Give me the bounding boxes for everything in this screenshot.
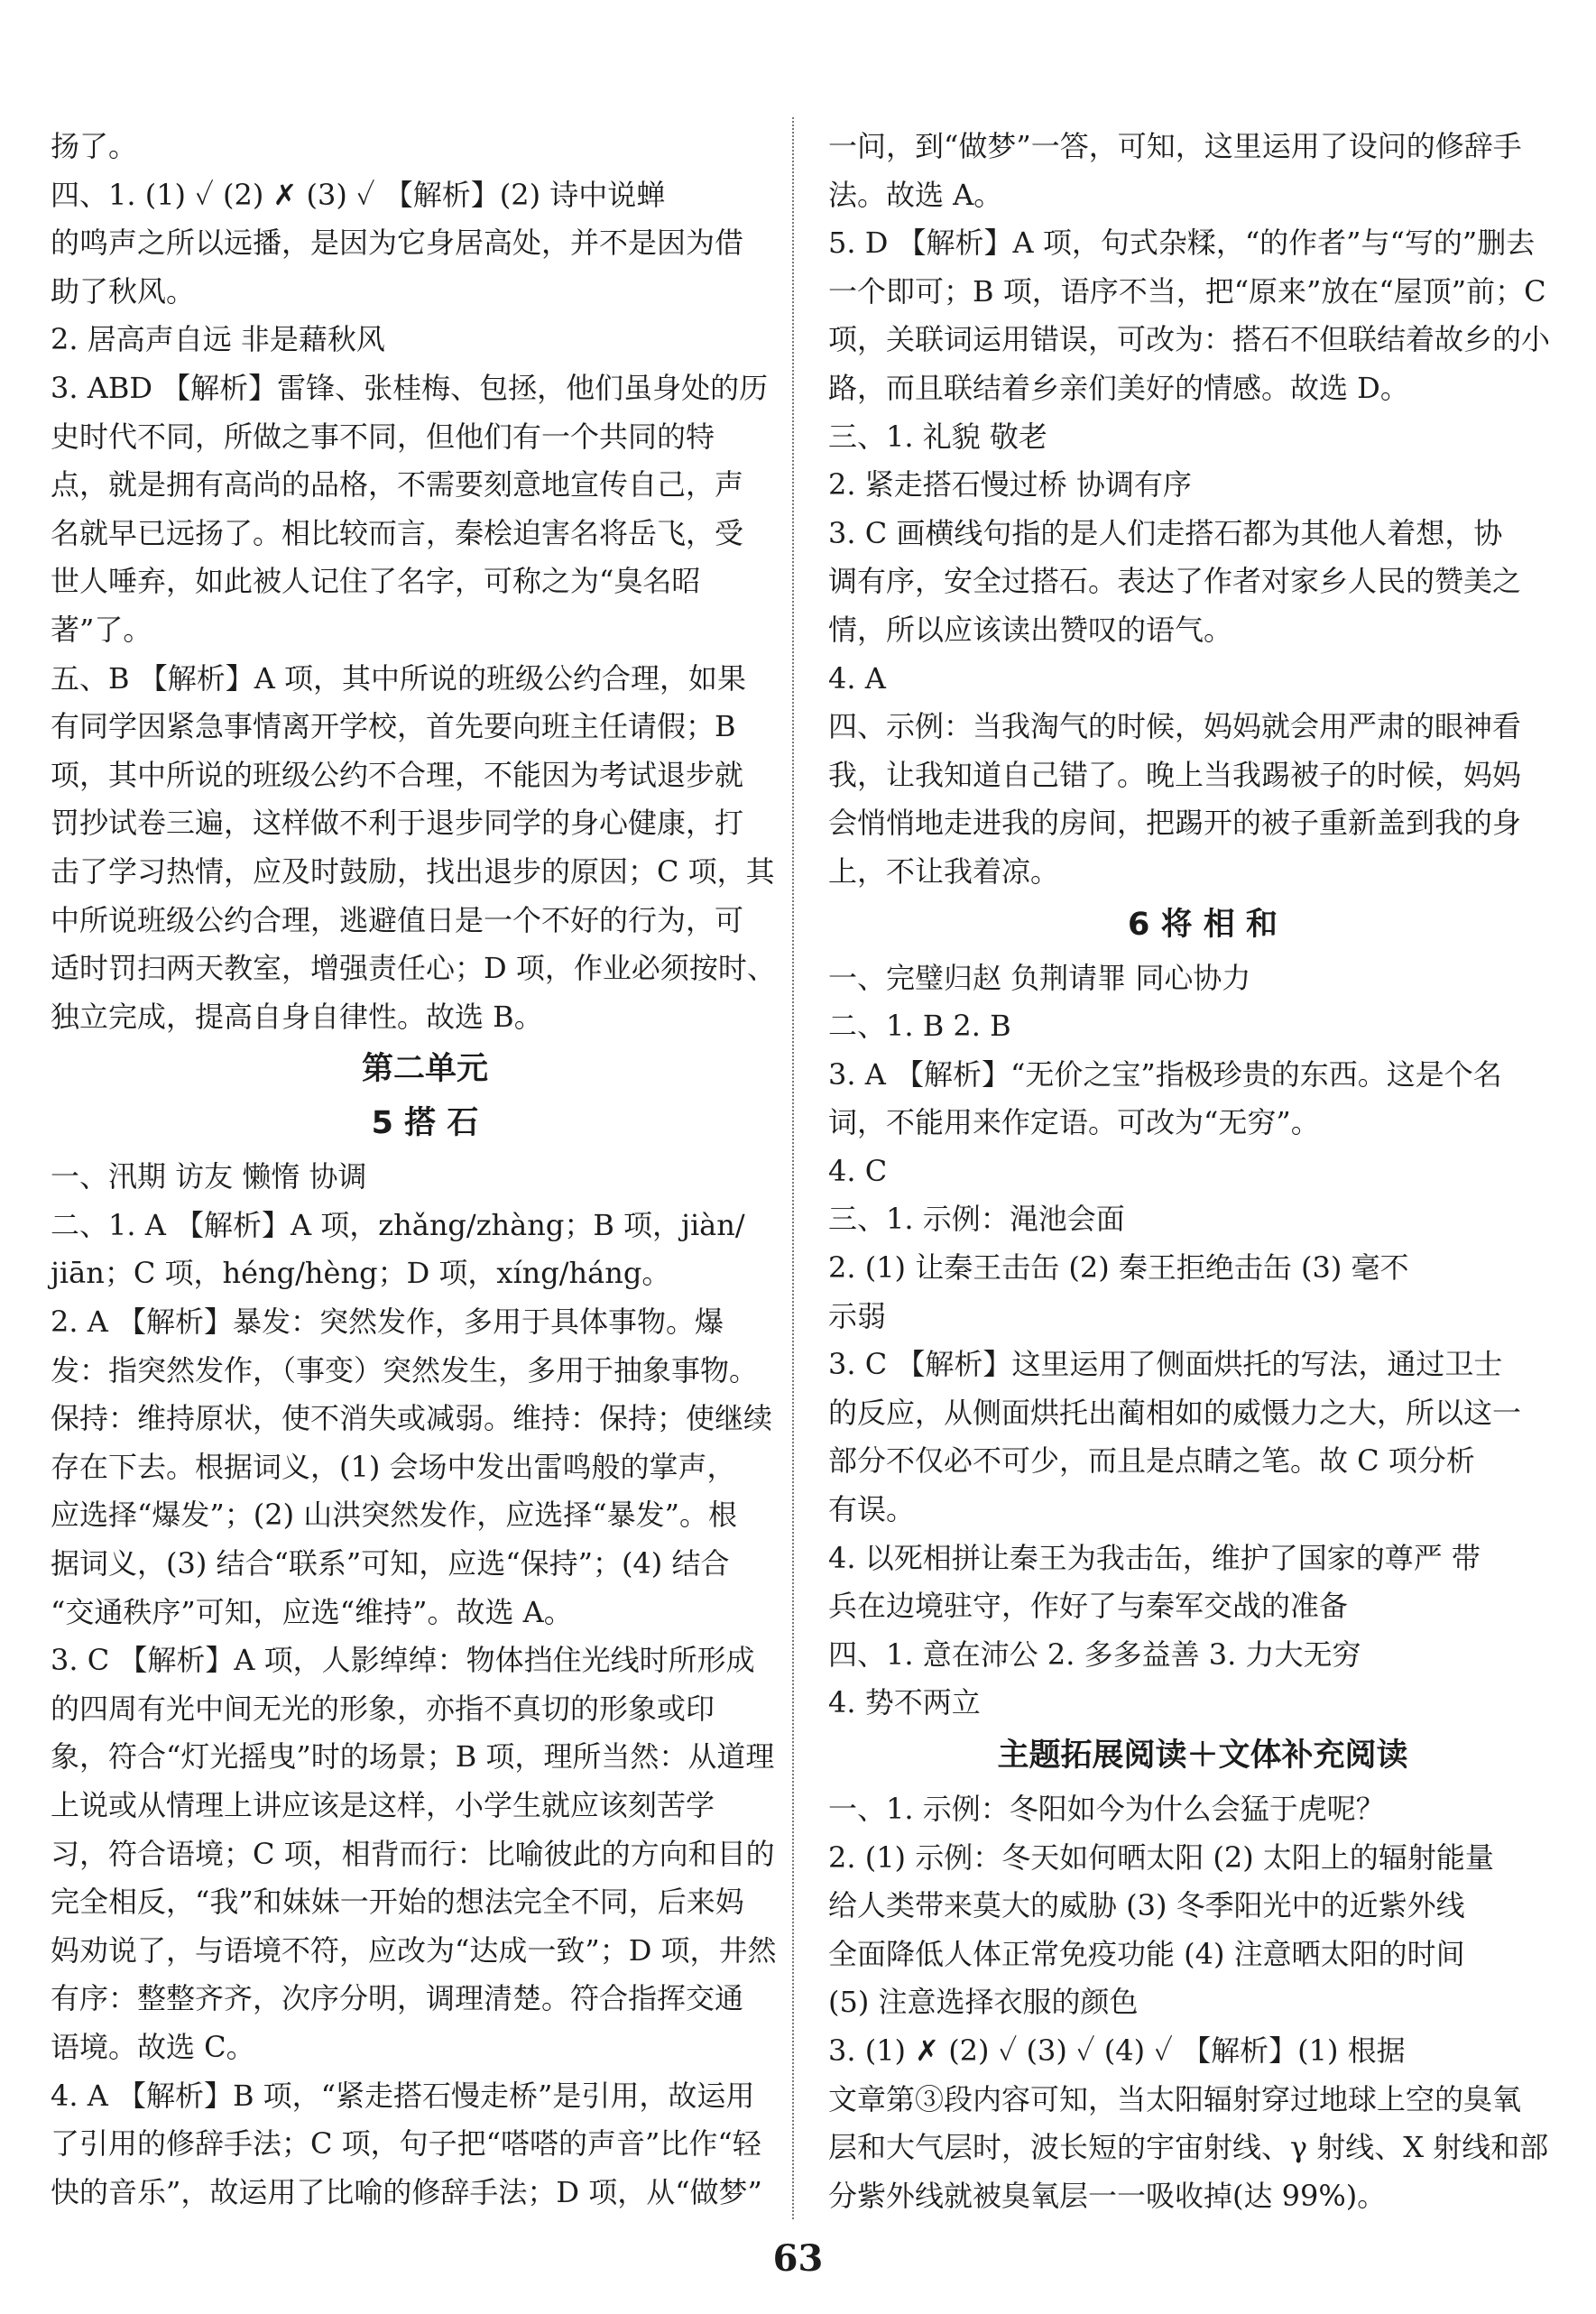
text-line: 四、1. (1) ✓ (2) ✗ (3) ✓ 【解析】(2) 诗中说蝉 [51,177,666,212]
text-line: 2. (1) 让秦王击缶 (2) 秦王拒绝击缶 (3) 毫不 [828,1250,1409,1286]
text-line: 兵在边境驻守，作好了与秦军交战的准备 [828,1589,1349,1624]
text-line: 中所说班级公约合理，逃避值日是一个不好的行为，可 [51,902,744,937]
left-column [51,123,799,2217]
text-line: 名就早已远扬了。相比较而言，秦桧迫害名将岳飞，受 [51,515,744,550]
text-line: 五、B 【解析】A 项，其中所说的班级公约合理，如果 [51,660,746,696]
text-line: 习，符合语境；C 项，相背而行：比喻彼此的方向和目的 [51,1836,775,1871]
text-line: 4. A 【解析】B 项，“紧走搭石慢走桥”是引用，故运用 [51,2078,755,2113]
text-line: 项，关联词运用错误，可改为：搭石不但联结着故乡的小 [828,322,1551,357]
text-line: 一个即可；B 项，语序不当，把“原来”放在“屋顶”前；C [828,273,1546,309]
text-line: 给人类带来莫大的威胁 (3) 冬季阳光中的近紫外线 [828,1888,1465,1923]
text-line: 项，其中所说的班级公约不合理，不能因为考试退步就 [51,757,744,792]
text-line: 著”了。 [51,612,152,647]
text-line: 一、1. 示例：冬阳如今为什么会猛于虎呢？ [828,1792,1385,1826]
text-line: 分紫外线就被臭氧层一一吸收掉(达 99%)。 [828,2178,1387,2213]
text-line: “交通秩序”可知，应选“维持”。故选 A。 [51,1594,573,1629]
text-line: 一、完璧归赵 负荆请罪 同心协力 [828,960,1251,995]
text-line: 妈劝说了，与语境不符，应改为“达成一致”；D 项，井然 [51,1932,777,1968]
text-line: 快的音乐”，故运用了比喻的修辞手法；D 项，从“做梦” [51,2174,762,2209]
text-line: 部分不仅必不可少，而且是点睛之笔。故 C 项分析 [828,1443,1475,1479]
text-line: 的鸣声之所以远播，是因为它身居高处，并不是因为借 [51,226,744,261]
text-line: 4. C [828,1153,888,1188]
text-line: 四、示例：当我淘气的时候，妈妈就会用严肃的眼神看 [828,709,1522,744]
text-line: 独立完成，提高自身自律性。故选 B。 [51,999,543,1034]
text-line: 据词义，(3) 结合“联系”可知，应选“保持”；(4) 结合 [51,1546,730,1581]
text-line: 一、汛期 访友 懒惰 协调 [51,1159,367,1194]
text-line: 法。故选 A。 [828,177,1003,212]
text-line: 调有序，安全过搭石。表达了作者对家乡人民的赞美之 [828,564,1522,599]
text-line: 的反应，从侧面烘托出蔺相如的威慑力之大，所以这一 [828,1395,1522,1430]
text-line: 发：指突然发作，（事变）突然发生，多用于抽象事物。 [51,1352,759,1387]
text-line: 适时罚扫两天教室，增强责任心；D 项，作业必须按时、 [51,951,776,986]
text-line: (5) 注意选择衣服的颜色 [828,1985,1139,2020]
text-line: 示弱 [828,1298,887,1333]
text-line: 情，所以应该读出赞叹的语气。 [828,612,1233,647]
text-line: 5. D 【解析】A 项，句式杂糅，“的作者”与“写的”删去 [828,226,1536,261]
text-line: 我，让我知道自己错了。晚上当我踢被子的时候，妈妈 [828,757,1522,792]
text-line: 层和大气层时，波长短的宇宙射线、γ 射线、X 射线和部 [828,2130,1549,2165]
text-line: 语境。故选 C。 [51,2029,255,2064]
text-line: 3. C 【解析】A 项，人影绰绰：物体挡住光线时所形成 [51,1643,755,1678]
text-line: 的四周有光中间无光的形象，亦指不真切的形象或印 [51,1691,715,1726]
text-line: jiān；C 项，héng/hèng；D 项，xíng/háng。 [51,1256,671,1291]
right-column [828,123,1577,2220]
text-line: 四、1. 意在沛公 2. 多多益善 3. 力大无穷 [828,1636,1361,1672]
text-line: 路，而且联结着乡亲们美好的情感。故选 D。 [828,370,1409,405]
text-line: 4. A [828,660,886,696]
text-line: 4. 势不两立 [828,1685,981,1720]
text-line: 3. A 【解析】“无价之宝”指极珍贵的东西。这是个名 [828,1056,1502,1092]
text-line: 4. 以死相拼让秦王为我击缶，维护了国家的尊严 带 [828,1540,1481,1575]
text-line: 助了秋风。 [51,273,196,309]
text-line: 击了学习热情，应及时鼓励，找出退步的原因；C 项，其 [51,853,775,889]
text-line: 扬了。 [51,129,138,163]
text-line: 存在下去。根据词义，(1) 会场中发出雷鸣般的掌声， [51,1449,736,1484]
text-line: 3. ABD 【解析】雷锋、张桂梅、包拯，他们虽身处的历 [51,370,769,405]
section-heading: 主题拓展阅读＋文体补充阅读 [997,1738,1408,1774]
text-line: 上，不让我着凉。 [828,853,1060,889]
text-line: 象，符合“灯光摇曳”时的场景；B 项，理所当然：从道理 [51,1739,775,1775]
text-line: 3. C 【解析】这里运用了侧面烘托的写法，通过卫士 [828,1347,1503,1382]
text-line: 一问，到“做梦”一答，可知，这里运用了设问的修辞手 [828,129,1522,163]
text-line: 点，就是拥有高尚的品格，不需要刻意地宣传自己，声 [51,467,744,502]
text-line: 罚抄试卷三遍，这样做不利于退步同学的身心健康，打 [51,806,744,841]
text-line: 二、1. A 【解析】A 项，zhǎng/zhàng；B 项，jiàn/ [51,1207,745,1242]
text-line: 2. A 【解析】暴发：突然发作，多用于具体事物。爆 [51,1305,724,1340]
text-line: 三、1. 礼貌 敬老 [828,419,1047,454]
text-line: 词，不能用来作定语。可改为“无穷”。 [828,1105,1320,1140]
text-line: 了引用的修辞手法；C 项，句子把“嗒嗒的声音”比作“轻 [51,2126,761,2162]
text-line: 上说或从情理上讲应该是这样，小学生就应该刻苦学 [51,1788,715,1822]
text-line: 保持：维持原状，使不消失或减弱。维持：保持；使继续 [51,1401,773,1436]
text-line: 全面降低人体正常免疫功能 (4) 注意晒太阳的时间 [828,1936,1465,1971]
column-divider [792,117,794,2219]
text-line: 文章第③段内容可知，当太阳辐射穿过地球上空的臭氧 [828,2081,1522,2116]
section-heading: 6 将 相 和 [1128,906,1278,943]
text-line: 会悄悄地走进我的房间，把踢开的被子重新盖到我的身 [828,806,1522,841]
text-line: 2. (1) 示例：冬天如何晒太阳 (2) 太阳上的辐射能量 [828,1839,1494,1875]
text-line: 史时代不同，所做之事不同，但他们有一个共同的特 [51,419,715,454]
page-number: 63 [772,2237,824,2280]
text-line: 应选择“爆发”；(2) 山洪突然发作，应选择“暴发”。根 [51,1498,737,1533]
text-line: 有同学因紧急事情离开学校，首先要向班主任请假；B [51,709,736,744]
text-line: 3. (1) ✗ (2) ✓ (3) ✓ (4) ✓ 【解析】(1) 根据 [828,2033,1406,2068]
section-heading: 第二单元 [361,1051,488,1088]
text-line: 有序：整整齐齐，次序分明，调理清楚。符合指挥交通 [51,1981,744,2016]
text-line: 完全相反，“我”和妹妹一开始的想法完全不同，后来妈 [51,1885,744,1920]
section-heading: 5 搭 石 [371,1105,479,1142]
text-line: 2. 紧走搭石慢过桥 协调有序 [828,467,1192,502]
text-line: 三、1. 示例：渑池会面 [828,1202,1125,1237]
text-line: 2. 居高声自远 非是藉秋风 [51,322,385,357]
text-line: 二、1. B 2. B [828,1009,1011,1044]
text-line: 世人唾弃，如此被人记住了名字，可称之为“臭名昭 [51,564,701,599]
text-line: 有误。 [828,1492,916,1527]
text-line: 3. C 画横线句指的是人们走搭石都为其他人着想，协 [828,515,1503,550]
